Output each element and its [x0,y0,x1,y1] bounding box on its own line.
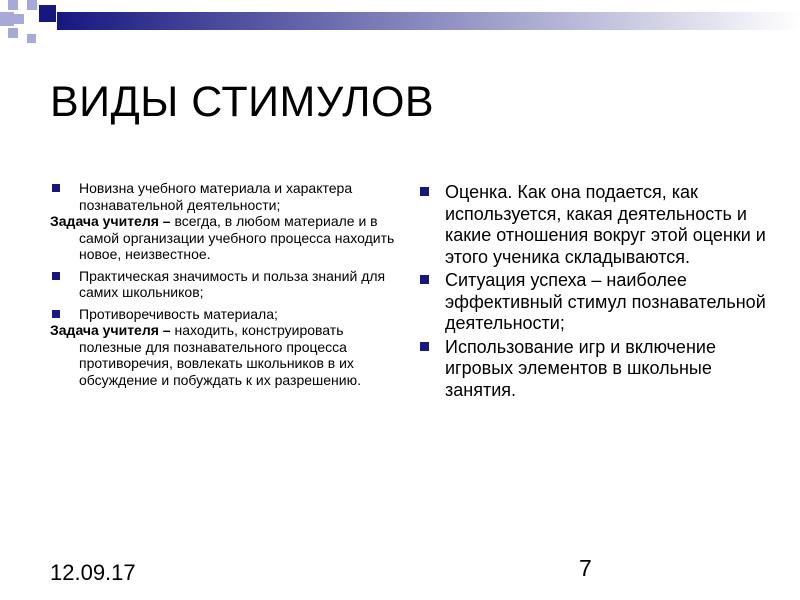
body-text: находить, конструировать полезные для познавательного процесса противоречия, вовлекать школьников в их обсуждение и побуждать к их разрешению. [79,322,361,388]
bullet-square-icon [52,310,60,318]
bullet-square-icon [52,184,60,192]
emphasis-text: Задача учителя – [50,213,171,229]
list-item [418,337,768,402]
left-column [50,180,410,388]
list-item [50,213,410,263]
list-item [50,268,410,301]
header-gradient-band [57,12,800,30]
list-item-text: Новизна учебного материала и характера познавательной деятельности; [79,180,353,213]
decor-square [8,0,18,10]
bullet-square-icon [420,342,429,351]
list-item [50,180,410,213]
slide-number: 7 [579,555,592,581]
decor-square [27,34,36,43]
bullet-square-icon [420,275,429,284]
bullet-square-icon [52,272,60,280]
bullet-square-icon [420,187,429,196]
list-item-text: Практическая значимость и польза знаний для самих школьников; [79,267,386,300]
decor-square [8,28,18,38]
body-text: всегда, в любом материале и в самой организации учебного процесса находить новое, неизвестное. [79,213,395,262]
decor-square [14,14,24,24]
list-item-text: Оценка. Как она подается, как используется, какая деятельность и какие отношения вокруг этой оценки и этого ученика складываются. [445,182,766,267]
list-item [50,306,410,323]
decor-square [39,5,56,22]
list-item [418,182,768,268]
right-column [418,182,768,401]
list-item-text: Ситуация успеха – наиболее эффективный стимул познавательной деятельности; [445,270,766,333]
slide-title: ВИДЫ СТИМУЛОВ [50,78,435,126]
list-item-text [50,213,410,263]
list-item-text: Использование игр и включение игровых элементов в школьные занятия. [445,336,716,400]
list-item-text: Противоречивость материала; [79,305,278,322]
list-item-text [50,322,410,388]
decor-square [0,12,14,26]
decor-square [27,0,37,10]
list-item [50,322,410,388]
slide-date: 12.09.17 [50,560,136,585]
list-item [418,270,768,335]
emphasis-text: Задача учителя – [50,322,171,338]
